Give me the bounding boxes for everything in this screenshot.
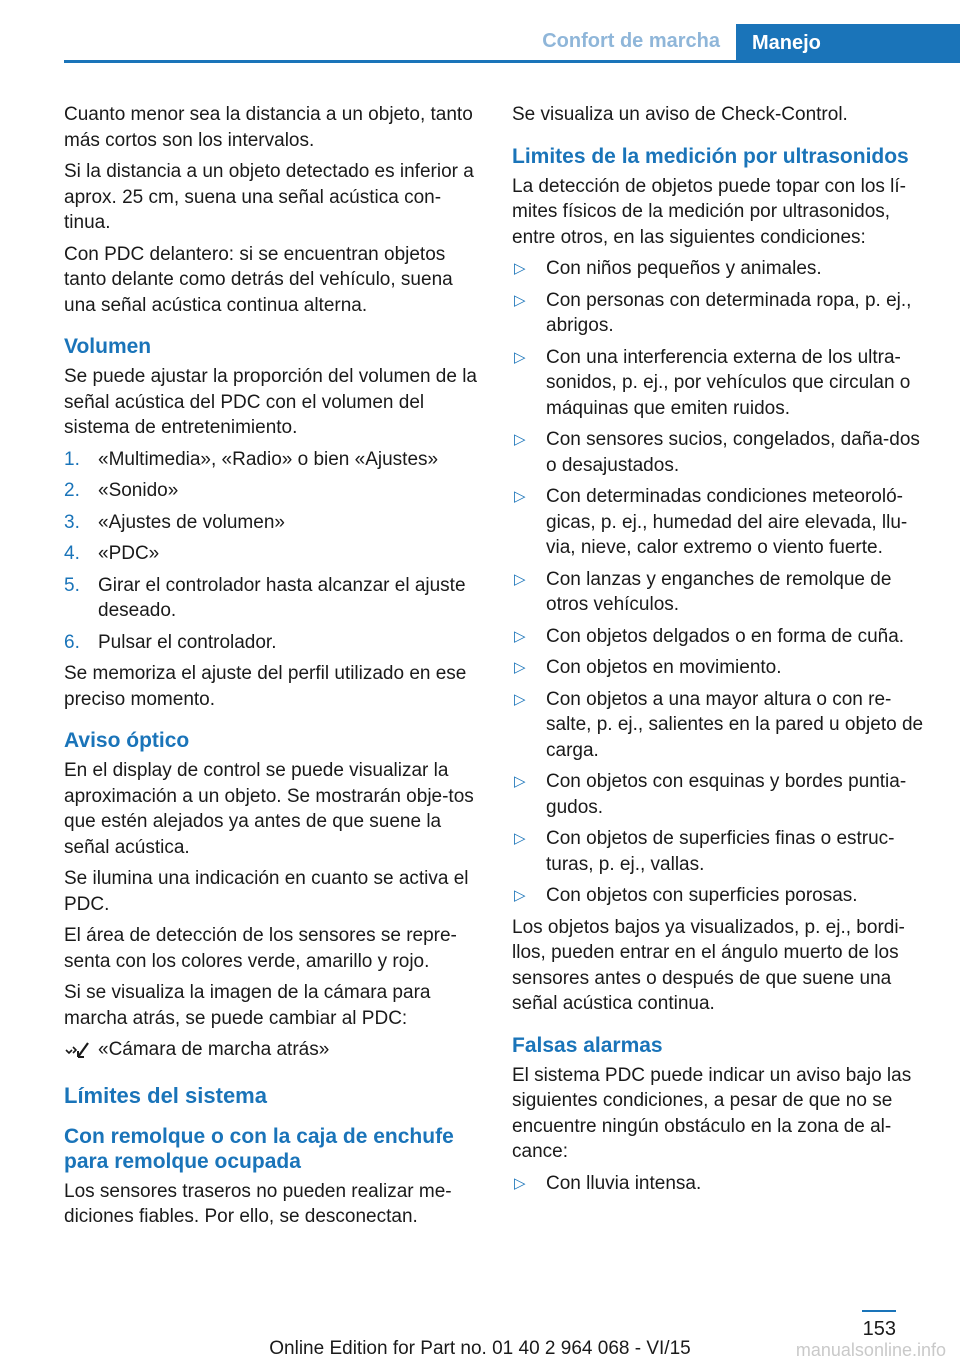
list-item-text: Con lanzas y enganches de remolque de otros vehículos. <box>546 568 892 615</box>
left-column <box>64 102 478 1236</box>
header-section-title: Confort de marcha <box>542 30 720 52</box>
list-item <box>64 573 478 624</box>
step-text: Girar el controlador hasta alcanzar el ajuste deseado. <box>98 574 466 621</box>
heading-limites-medicion: Limites de la medición por ultrasonidos <box>512 144 909 168</box>
list-item-text: Con objetos con esquinas y bordes puntia‐gudos. <box>546 771 907 818</box>
list-item <box>64 447 478 473</box>
triangle-bullet-icon: ▷ <box>514 260 526 277</box>
triangle-bullet-icon: ▷ <box>514 830 526 847</box>
paragraph: Se puede ajustar la proporción del volumen de la señal acústica del PDC con el volumen del sistema de entretenimiento. <box>64 366 477 438</box>
list-item-text: Con objetos en movimiento. <box>546 657 782 678</box>
step-number: 5. <box>64 574 80 596</box>
list-item <box>64 510 478 536</box>
list-item-text: Con objetos de superficies finas o estruc‐turas, p. ej., vallas. <box>546 828 895 875</box>
paragraph: Los objetos bajos ya visualizados, p. ej., bordi‐llos, pueden entrar en el ángulo muerto de los sensores antes o después de que suene una señal acústica continua. <box>512 916 905 1014</box>
list-item-text: Con determinadas condiciones meteoroló‐gicas, p. ej., humedad del aire elevada, llu‐via, nieve, calor extremo o viento fuerte. <box>546 486 908 558</box>
list-item <box>512 288 926 339</box>
step-number: 6. <box>64 631 80 653</box>
conditions-list <box>512 256 926 909</box>
list-item <box>512 427 926 478</box>
list-item <box>512 687 926 764</box>
heading-volumen: Volumen <box>64 335 152 358</box>
paragraph: El área de detección de los sensores se repre‐senta con los colores verde, amarillo y rojo. <box>64 925 457 972</box>
list-item-text: Con objetos con superficies porosas. <box>546 885 858 906</box>
list-item-text: Con una interferencia externa de los ultra‐sonidos, p. ej., por vehículos que circulan o máquinas que emiten ruidos. <box>546 346 911 419</box>
list-item-text: Con sensores sucios, congelados, daña‐dos o desajustados. <box>546 429 920 476</box>
right-column <box>512 102 926 1202</box>
paragraph: Si se visualiza la imagen de la cámara para marcha atrás, se puede cambiar al PDC: <box>64 982 431 1029</box>
paragraph: La detección de objetos puede topar con los lí‐mites físicos de la medición por ultrasonidos, entre otros, en las siguientes condiciones: <box>512 175 906 248</box>
triangle-bullet-icon: ▷ <box>514 570 526 588</box>
list-item-text: Con niños pequeños y animales. <box>546 258 822 279</box>
heading-remolque: Con remolque o con la caja de enchufe para remolque ocupada <box>64 1124 454 1173</box>
paragraph: Con PDC delantero: si se encuentran objetos tanto delante como detrás del vehículo, suena una señal acústica continua alterna. <box>64 243 453 316</box>
paragraph: El sistema PDC puede indicar un aviso bajo las siguientes condiciones, a pesar de que no se encuentre ningún obstáculo en la zona de al‐cance: <box>512 1064 912 1162</box>
step-text: «Sonido» <box>98 480 179 501</box>
triangle-bullet-icon: ▷ <box>514 627 526 645</box>
footer-edition: Online Edition for Part no. 01 40 2 964 068 - VI/15 <box>269 1338 691 1359</box>
step-text: «Ajustes de volumen» <box>98 511 285 533</box>
list-item <box>64 630 478 656</box>
list-item-text: Con lluvia intensa. <box>546 1172 702 1194</box>
paragraph: Se visualiza un aviso de Check-Control. <box>512 104 848 125</box>
camera-menu-line <box>64 1037 478 1063</box>
list-item <box>512 655 926 681</box>
heading-falsas-alarmas: Falsas alarmas <box>512 1033 663 1057</box>
triangle-bullet-icon: ▷ <box>514 690 526 708</box>
triangle-bullet-icon: ▷ <box>514 291 526 309</box>
paragraph: Cuanto menor sea la distancia a un objeto, tanto más cortos son los intervalos. <box>64 104 473 151</box>
list-item <box>512 624 926 650</box>
triangle-bullet-icon: ▷ <box>514 887 526 904</box>
triangle-bullet-icon: ▷ <box>514 348 526 366</box>
list-item-text: Con objetos a una mayor altura o con re‐salte, p. ej., salientes en la pared u objeto de carga. <box>546 688 924 761</box>
step-number: 3. <box>64 511 80 533</box>
paragraph: En el display de control se puede visualizar la aproximación a un objeto. Se mostrarán obje‐tos que estén alejados ya antes de que suene la señal acústica. <box>64 760 474 858</box>
paragraph: Se ilumina una indicación en cuanto se activa el PDC. <box>64 868 469 915</box>
triangle-bullet-icon: ▷ <box>514 659 526 676</box>
list-item-text: Con objetos delgados o en forma de cuña. <box>546 625 905 647</box>
watermark: manualsonline.info <box>795 1340 946 1360</box>
heading-aviso-optico: Aviso óptico <box>64 729 190 752</box>
triangle-bullet-icon: ▷ <box>514 431 526 448</box>
step-text: «Multimedia», «Radio» o bien «Ajustes» <box>98 448 439 470</box>
list-item <box>512 345 926 422</box>
step-number: 2. <box>64 480 80 501</box>
list-item <box>64 478 478 504</box>
list-item <box>512 883 926 909</box>
step-text: «PDC» <box>98 543 160 564</box>
list-item <box>64 541 478 567</box>
footer-rule <box>862 1310 896 1312</box>
paragraph: Se memoriza el ajuste del perfil utilizado en ese preciso momento. <box>64 663 467 710</box>
list-item <box>512 769 926 820</box>
list-item-text: Con personas con determinada ropa, p. ej., abrigos. <box>546 289 912 336</box>
triangle-bullet-icon: ▷ <box>514 488 526 505</box>
step-number: 1. <box>64 448 80 470</box>
triangle-bullet-icon: ▷ <box>514 773 526 790</box>
list-item <box>512 826 926 877</box>
paragraph: Los sensores traseros no pueden realizar me‐diciones fiables. Por ello, se desconectan. <box>64 1180 452 1227</box>
list-item <box>512 484 926 561</box>
triangle-bullet-icon: ▷ <box>514 1174 526 1192</box>
header-chapter-tab: Manejo <box>736 24 960 63</box>
page-number: 153 <box>862 1318 896 1340</box>
camera-menu-text: «Cámara de marcha atrás» <box>98 1039 330 1060</box>
step-number: 4. <box>64 543 80 564</box>
reverse-camera-icon <box>64 1041 90 1059</box>
step-text: Pulsar el controlador. <box>98 631 277 653</box>
list-item <box>512 1171 926 1197</box>
list-item <box>512 567 926 618</box>
paragraph: Si la distancia a un objeto detectado es inferior a aprox. 25 cm, suena una señal acústica con‐tinua. <box>64 161 474 233</box>
false-alarm-list <box>512 1171 926 1197</box>
list-item <box>512 256 926 282</box>
steps-list <box>64 447 478 656</box>
heading-limites-sistema: Límites del sistema <box>64 1082 267 1108</box>
